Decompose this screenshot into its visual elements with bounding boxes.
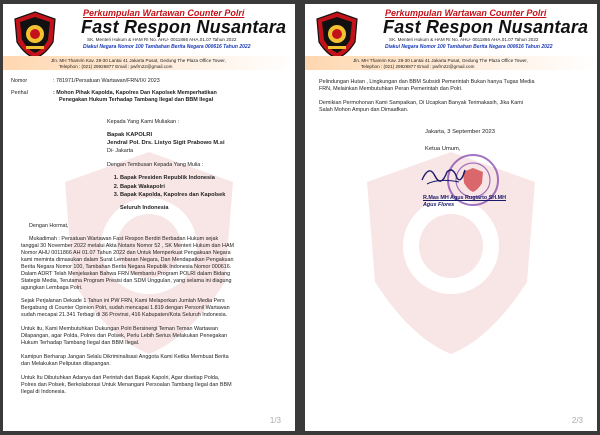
- kepada-line: Kepada Yang Kami Muliakan :: [107, 119, 180, 125]
- tembusan-line: Dengan Tembusan Kepada Yang Mulia :: [107, 162, 204, 168]
- paragraph-line: Salah Mohon Ampun dan Dimaafkan.: [319, 107, 409, 113]
- org-legal-text: SK. Menteri Hukum & HAM RI No. AHU- 0011866 AHA.01.07 Tahun 2022: [87, 37, 237, 42]
- letter-page-1: [3, 4, 295, 431]
- paragraph-line: agungkan Lembaga Polri.: [21, 285, 83, 291]
- paragraph-line: Hukum Terhadap Tambang Ilegal dan BBM Ilegal.: [21, 340, 140, 346]
- org-name: Fast Respon Nusantara: [81, 17, 287, 37]
- recipient-name: Jendral Pol. Drs. Listyo Sigit Prabowo M.si: [107, 140, 225, 146]
- paragraph-line: Berita Negara Nomor 100, Tambahan Berita Negara Republik Indonesia Nomor 000616.: [21, 264, 232, 270]
- nomor-label: Nomor: [11, 78, 28, 84]
- nomor-value: : 781971/Persatuan Wartawan/FRN/IX/ 2023: [53, 78, 160, 84]
- signer-role: Ketua Umum,: [425, 146, 461, 152]
- organization-logo-icon: [13, 10, 57, 60]
- page-number: 2/3: [571, 416, 583, 425]
- org-recognition-text: Diakui Negara Nomor 100 Tambahan Berita Negara 000616 Tahun 2022: [385, 44, 553, 50]
- distribution-item: 3. Bapak Kapolda, Kapolres dan Kapolsek: [120, 191, 225, 200]
- greeting: Dengan Hormat,: [29, 223, 69, 229]
- address-line-2: Telephon : (021) 29926877 Email : pwfrn22@gmail.com: [361, 64, 475, 69]
- seluruh-indonesia: Seluruh Indonesia: [120, 205, 169, 211]
- signer-alias: Agus Flores: [423, 202, 455, 208]
- paragraph-line: Demikian Permohonan Kami Sampaikan, Di Ucapkan Banyak Terimakasih, Jika Kami: [319, 100, 523, 106]
- paragraph-line: Pelindungan Hutan , Lingkungan dan BBM Subsidi Pemerintah Bukan hanya Tugas Media: [319, 79, 535, 85]
- recipient-location: Di- Jakarta: [107, 148, 134, 154]
- paragraph-line: sudah mecapai 21.341 Terbagi di 36 Provinsi, 416 Kabupaten/Kota Seluruh Indonesia.: [21, 312, 228, 318]
- page-number: 1/3: [269, 416, 281, 425]
- letter-date: Jakarta, 3 September 2023: [425, 129, 495, 135]
- letterhead: [3, 4, 295, 69]
- paragraph-line: Mukadimah : Persatuan Wartawan Fast Respon Berdiri Berbadan Hukum sejak: [29, 236, 219, 242]
- org-recognition-text: Diakui Negara Nomor 100 Tambahan Berita Negara 000616 Tahun 2022: [83, 44, 251, 50]
- perihal-label: Perihal: [11, 90, 28, 96]
- paragraph-line: Stategis Media, Terutama Program Presisi dan SDM Unggulan, yang selama ini diagung: [21, 278, 232, 284]
- paragraph-line: Polres dan Polsek, Berkolaborasi Untuk Menangani Persoalan Tambang Ilegal dan BBM: [21, 382, 232, 388]
- paragraph-line: Bergabung di Counter Opinion Polri, sudah mencapai 1.819 dengan Personil Wartawan: [21, 305, 230, 311]
- letterhead: [305, 4, 597, 69]
- org-legal-text: SK. Menteri Hukum & HAM RI No. AHU- 0011866 AHA.01.07 Tahun 2022: [389, 37, 539, 42]
- paragraph-line: dan Melakukan Peliputan dilapangan.: [21, 361, 111, 367]
- handwritten-signature-icon: [419, 162, 467, 188]
- paragraph-line: Nomor AHU 0011866 AH 01.07 Tahun 2022 dan Untuk Memperkuat Pengakuan Negara: [21, 250, 231, 256]
- signer-name: R.Mas MH Agus Rugiarto SH.MH: [423, 195, 507, 201]
- distribution-item: 2. Bapak Wakapolri: [120, 183, 225, 192]
- paragraph-line: Untuk Itu Dibutuhkan Adanya dari Perintah dari Bapak Kapolri, Agar disetiap Polda,: [21, 375, 220, 381]
- paragraph-line: kami meminta dimasukan dalam Surat Lembaran Negara, Dan Mendapatkan Pengakuan: [21, 257, 234, 263]
- distribution-list: [111, 174, 225, 200]
- org-tagline: Perkumpulan Wartawan Counter Polri: [385, 8, 547, 18]
- org-tagline: Perkumpulan Wartawan Counter Polri: [83, 8, 245, 18]
- paragraph-line: tanggal 30 November 2022 melalui Akta Notaris Nomor 52 , SK Menteri Hukum dan HAM: [21, 243, 235, 249]
- organization-logo-icon: [315, 10, 359, 60]
- address-line-1: Jln. MH Thamrin Kav. 28-30 Lantai 41 Jakarta Pusat, Gedung The Plaza Office Tower,: [353, 58, 528, 63]
- address-line-2: Telephon : (021) 29926877 Email : pwfrn22@gmail.com: [59, 64, 173, 69]
- paragraph-line: Kamipun Berharap Jangan Selalu Dikriminalisasi Anggota Kami Ketika Membuat Berita: [21, 354, 229, 360]
- paragraph-line: Dilapangan, agar Polda, Polres dan Polsek, Perlu Lebih Serius Melakukan Penegakan: [21, 333, 228, 339]
- address-line-1: Jln. MH Thamrin Kav. 28-30 Lantai 41 Jakarta Pusat, Gedung The Plaza Office Tower,: [51, 58, 226, 63]
- paragraph-line: Sejak Perjalanan Dekade 1 Tahun ini PW FRN, Kami Melaporkan Jumlah Media Pers: [21, 298, 225, 304]
- org-name: Fast Respon Nusantara: [383, 17, 589, 37]
- letter-page-2: [305, 4, 597, 431]
- perihal-value: : Mohon Pihak Kapolda, Kapolres Dan Kapolsek Memperhatikan: [53, 90, 217, 96]
- distribution-item: 1. Bapak Presiden Republik Indonesia: [120, 174, 225, 183]
- paragraph-line: Dalam ADRT Telah Menjelaskan Bahwa FRN Membantu Program POLRI dalam Bidang: [21, 271, 231, 277]
- recipient-title: Bapak KAPOLRI: [107, 132, 153, 138]
- paragraph-line: Ilegal di Indonesia.: [21, 389, 66, 395]
- perihal-value-2: Penegakan Hukum Terhadap Tambang Ilegal dan BBM Ilegal: [59, 97, 214, 103]
- paragraph-line: Untuk itu, Kami Membutuhkan Dukungan Polri Bersinergi Teman Teman Wartawan: [21, 326, 219, 332]
- paragraph-line: FRN, Melainkan Membutuhkan Peran Pemerintah dan Polri.: [319, 86, 463, 92]
